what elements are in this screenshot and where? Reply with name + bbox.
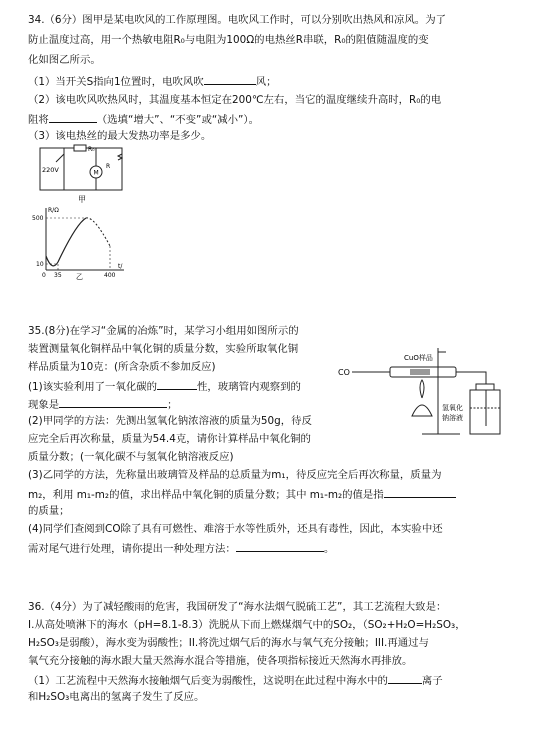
naoh-label-1: 氢氧化: [442, 404, 463, 412]
figure-jia-caption: 甲: [78, 195, 86, 204]
q35-line-4-tail: 性，玻璃管内观察到的: [197, 381, 301, 393]
x-tick-35: 35: [54, 272, 62, 279]
q35-line-10-text: m₂，利用 m₁-m₂的值，求出样品中氧化铜的质量分数；其中 m₁-m₂的值是指: [28, 489, 384, 501]
q35-line-9: (3)乙同学的方法，先称量出玻璃管及样品的总质量为m₁，待反应完全后再次称量，质量为: [28, 469, 442, 481]
q34-sub-1-tail: 风；: [255, 76, 277, 88]
q35-line-2: 装置测量氧化铜样品中氧化铜的质量分数，实验所取氧化铜: [28, 343, 299, 355]
x-tick-0: 0: [42, 272, 46, 279]
q36-answer-blank-1[interactable]: [388, 673, 422, 684]
q35-line-5: [28, 397, 178, 412]
q34-line-1: 34.（6分）图甲是某电吹风的工作原理图。电吹风工作时，可以分别吹出热风和凉风。为了: [28, 14, 446, 26]
q36-line-5-tail: 离子: [421, 675, 443, 687]
q35-answer-blank-4[interactable]: [236, 541, 324, 552]
bottle-stopper: [476, 384, 494, 390]
alcohol-lamp: [412, 405, 432, 416]
q34-sub-2-cont: [28, 112, 259, 127]
curve-solid: [46, 218, 86, 266]
q36-line-3: H₂SO₃是弱酸），海水变为弱酸性；II.将洗过烟气后的海水与氧气充分接触；III.再通过与: [28, 637, 429, 649]
q34-line-2: 防止温度过高，用一个热敏电阻R₀与电阻为100Ω的电热丝R串联，R₀的阻值随温度的变: [28, 34, 429, 46]
q36-line-2: I.从高处喷淋下的海水（pH=8.1-8.3）洗脱从下而上燃煤烟气中的SO₂，（SO₂+H₂O=H₂SO₃，: [28, 619, 466, 631]
motor-label: M: [93, 169, 99, 177]
q36-line-5: [28, 673, 443, 688]
q36-line-4: 氧气充分接触的海水跟大量天然海水混合等措施，使各项指标接近天然海水再排放。: [28, 655, 413, 667]
q35-line-8: 质量分数；(一氧化碳不与氢氧化钠溶液反应): [28, 451, 234, 463]
naoh-label-2: 钠溶液: [442, 414, 463, 422]
q35-line-4: [28, 379, 301, 394]
q34-answer-blank-2[interactable]: [49, 112, 97, 123]
x-tick-400: 400: [104, 272, 116, 279]
q34-sub-3: （3）该电热丝的最大发热功率是多少。: [28, 130, 212, 142]
q35-line-12: (4)同学们查阅到CO除了具有可燃性、难溶于水等性质外，还具有毒性，因此，本实验中还: [28, 523, 443, 535]
q35-line-11: 的质量；: [28, 505, 70, 517]
q35-line-1: 35.(8分)在学习“金属的冶炼”时，某学习小组用如图所示的: [28, 325, 299, 337]
q36-line-1: 36.（4分）为了减轻酸雨的危害，我国研发了“海水法烟气脱硫工艺”，其工艺流程大致是：: [28, 601, 447, 613]
r-label: R: [106, 163, 111, 170]
switch-s-symbol: [56, 154, 64, 162]
co-reduction-apparatus: [338, 338, 516, 442]
q34-line-3: 化如图乙所示。: [28, 54, 101, 66]
q34-sub-2: （2）该电吹风吹热风时，其温度基本恒定在200℃左右，当它的温度继续升高时，R₀的电: [28, 94, 442, 106]
lamp-flame: [420, 380, 424, 398]
co-label: CO: [338, 368, 350, 377]
curve-dashed: [86, 218, 110, 246]
voltage-label: 220V: [42, 166, 59, 174]
naoh-bottle: [470, 390, 500, 434]
heating-wire-r-symbol: [118, 154, 122, 160]
q35-answer-blank-2[interactable]: [59, 397, 167, 408]
y-tick-10: 10: [36, 261, 44, 268]
graph-yi: [32, 204, 132, 280]
q35-line-5-text: 现象是: [28, 399, 60, 411]
q35-line-7: 应完全后再次称量，质量为54.4克，请你计算样品中氧化铜的: [28, 433, 311, 445]
q34-sub-2-options: （选填“增大”、“不变”或“减小”）。: [96, 114, 259, 126]
q35-line-10: [28, 487, 456, 502]
circuit-diagram-jia: [34, 142, 130, 204]
q36-line-5-text: （1）工艺流程中天然海水接触烟气后变为弱酸性，这说明在此过程中海水中的: [28, 675, 388, 687]
q34-sub-1-text: （1）当开关S指向1位置时，电吹风吹: [28, 76, 204, 88]
q34-answer-blank-1[interactable]: [204, 74, 256, 85]
q35-line-13: [28, 541, 334, 556]
y-axis-label: R/Ω: [48, 207, 59, 214]
cuo-sample-label: CuO样品: [404, 354, 433, 362]
q34-sub-2-text: 阻将: [28, 114, 49, 126]
thermistor-r0-symbol: [74, 145, 86, 151]
q34-sub-1: [28, 74, 276, 89]
q35-line-5-tail: ；: [167, 399, 178, 411]
q35-line-13-tail: 。: [323, 543, 335, 555]
q35-line-13-text: 需对尾气进行处理，请你提出一种处理方法：: [28, 543, 236, 555]
q35-answer-blank-3[interactable]: [384, 487, 456, 498]
q35-line-4-text: (1)该实验利用了一氧化碳的: [28, 381, 158, 393]
q35-answer-blank-1[interactable]: [157, 379, 197, 390]
r0-label: R₀: [88, 146, 95, 153]
x-axis-label: t/: [118, 263, 123, 270]
cuo-sample-fill: [410, 369, 430, 375]
q35-line-3: 样品质量为10克：(所含杂质不参加反应): [28, 361, 216, 373]
figure-yi-caption: 乙: [76, 273, 83, 280]
y-tick-500: 500: [32, 215, 44, 222]
q35-line-6: (2)甲同学的方法：先测出氢氧化钠浓溶液的质量为50g，待反: [28, 415, 312, 427]
q36-line-6: 和H₂SO₃电离出的氢离子发生了反应。: [28, 691, 205, 703]
